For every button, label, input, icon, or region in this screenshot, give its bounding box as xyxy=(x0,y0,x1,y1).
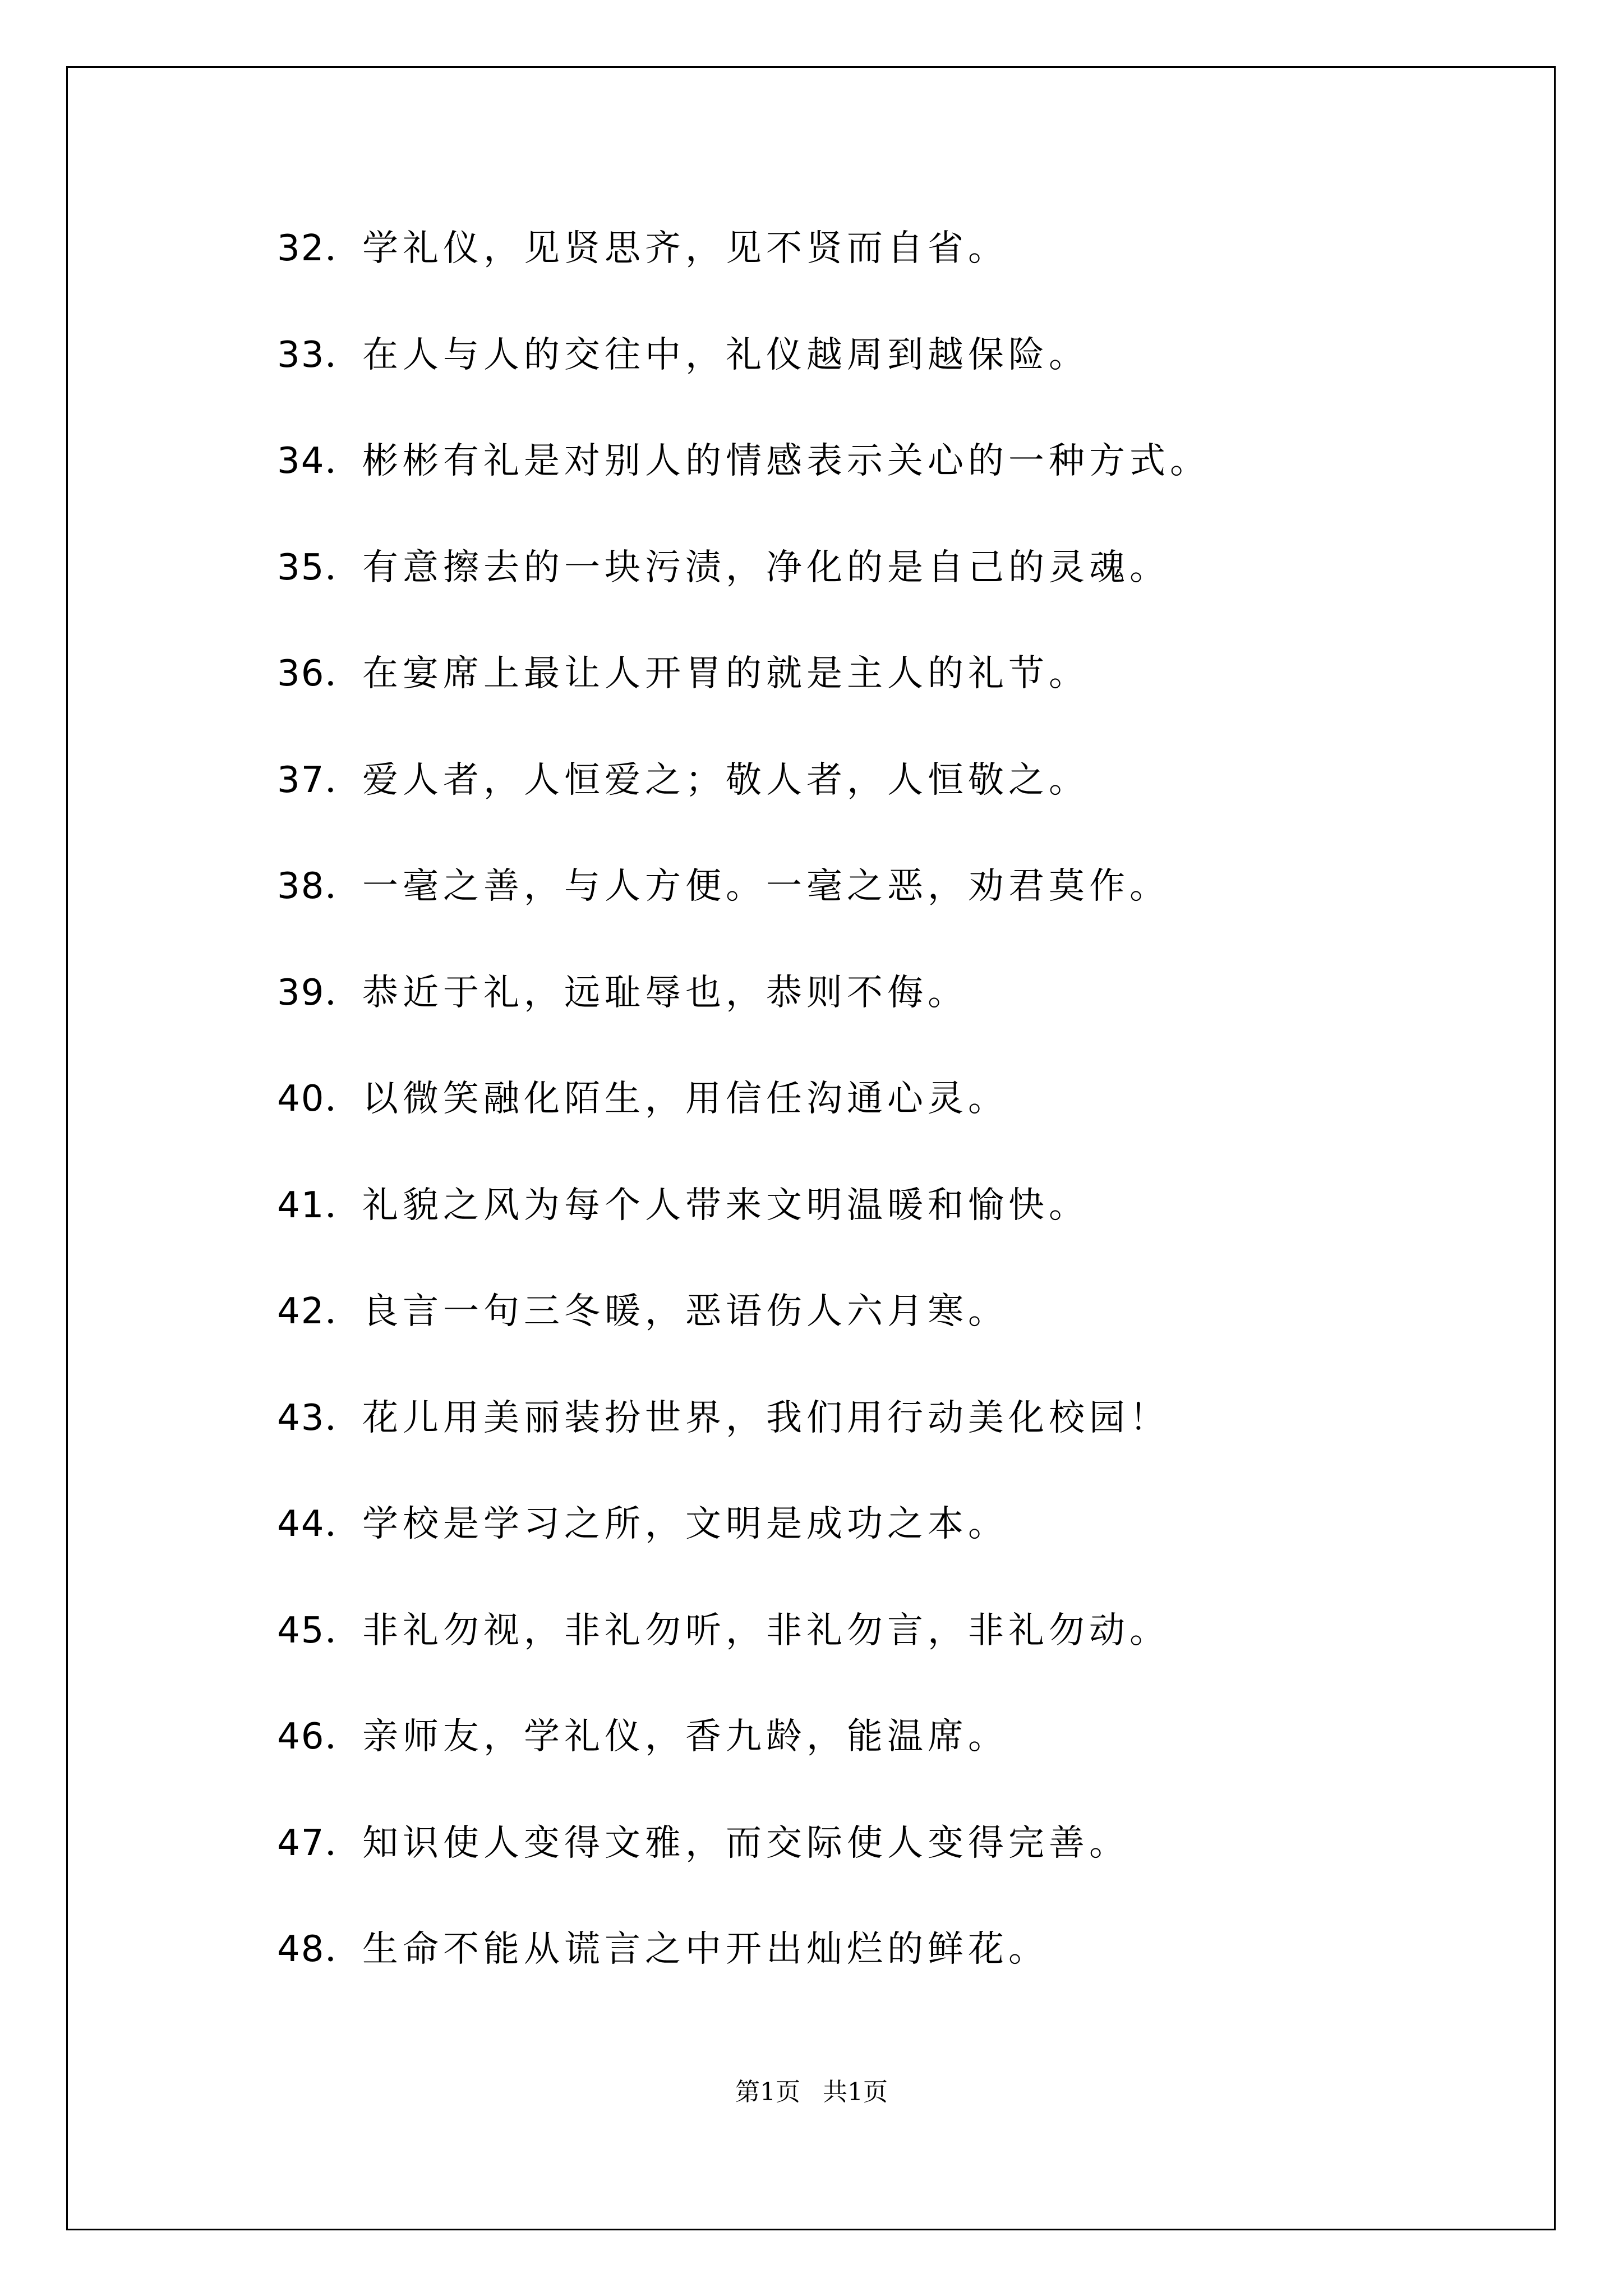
list-item xyxy=(277,968,1210,1074)
item-text: 在宴席上最让人开胃的就是主人的礼节。 xyxy=(362,653,1089,694)
list-item xyxy=(277,1924,1210,2031)
item-text: 礼貌之风为每个人带来文明温暖和愉快。 xyxy=(362,1184,1089,1226)
list-item xyxy=(277,1818,1210,1925)
item-number: 37． xyxy=(277,759,362,801)
item-text: 恭近于礼，远耻辱也，恭则不侮。 xyxy=(362,972,968,1014)
item-number: 39． xyxy=(277,972,362,1014)
item-text: 花儿用美丽装扮世界，我们用行动美化校园！ xyxy=(362,1397,1170,1439)
list-item xyxy=(277,755,1210,862)
list-item xyxy=(277,330,1210,436)
item-number: 33． xyxy=(277,334,362,376)
list-item xyxy=(277,1286,1210,1393)
item-number: 32． xyxy=(277,228,362,269)
page-count: 共1页 xyxy=(823,2078,888,2106)
item-text: 彬彬有礼是对别人的情感表示关心的一种方式。 xyxy=(362,440,1210,482)
list-item xyxy=(277,648,1210,755)
page-number: 第1页 xyxy=(735,2078,800,2106)
item-text: 非礼勿视，非礼勿听，非礼勿言，非礼勿动。 xyxy=(362,1609,1170,1651)
item-text: 爱人者，人恒爱之；敬人者，人恒敬之。 xyxy=(362,759,1089,801)
item-text: 良言一句三冬暖，恶语伤人六月寒。 xyxy=(362,1291,1008,1332)
item-number: 46． xyxy=(277,1716,362,1757)
item-number: 48． xyxy=(277,1929,362,1970)
item-text: 知识使人变得文雅，而交际使人变得完善。 xyxy=(362,1822,1129,1864)
list-item xyxy=(277,1074,1210,1180)
item-number: 42． xyxy=(277,1291,362,1332)
item-number: 35． xyxy=(277,546,362,588)
item-text: 学校是学习之所，文明是成功之本。 xyxy=(362,1503,1008,1545)
list-item xyxy=(277,861,1210,968)
list-item xyxy=(277,1499,1210,1605)
item-number: 34． xyxy=(277,440,362,482)
item-number: 38． xyxy=(277,866,362,907)
item-number: 43． xyxy=(277,1397,362,1439)
item-number: 45． xyxy=(277,1609,362,1651)
list-item xyxy=(277,223,1210,330)
item-text: 在人与人的交往中，礼仪越周到越保险。 xyxy=(362,334,1089,376)
item-text: 有意擦去的一块污渍，净化的是自己的灵魂。 xyxy=(362,546,1170,588)
item-text: 一毫之善，与人方便。一毫之恶，劝君莫作。 xyxy=(362,866,1170,907)
item-number: 47． xyxy=(277,1822,362,1864)
item-text: 学礼仪，见贤思齐，见不贤而自省。 xyxy=(362,228,1008,269)
item-number: 41． xyxy=(277,1184,362,1226)
item-number: 40． xyxy=(277,1078,362,1120)
list-item xyxy=(277,1711,1210,1818)
list-item xyxy=(277,1393,1210,1499)
item-number: 36． xyxy=(277,653,362,694)
item-text: 亲师友，学礼仪，香九龄，能温席。 xyxy=(362,1716,1008,1757)
item-text: 生命不能从谎言之中开出灿烂的鲜花。 xyxy=(362,1929,1049,1970)
item-number: 44． xyxy=(277,1503,362,1545)
list-item xyxy=(277,542,1210,649)
quote-list xyxy=(277,223,1210,2031)
page-footer xyxy=(0,2076,1623,2109)
list-item xyxy=(277,436,1210,542)
list-item xyxy=(277,1180,1210,1287)
item-text: 以微笑融化陌生，用信任沟通心灵。 xyxy=(362,1078,1008,1120)
list-item xyxy=(277,1605,1210,1712)
